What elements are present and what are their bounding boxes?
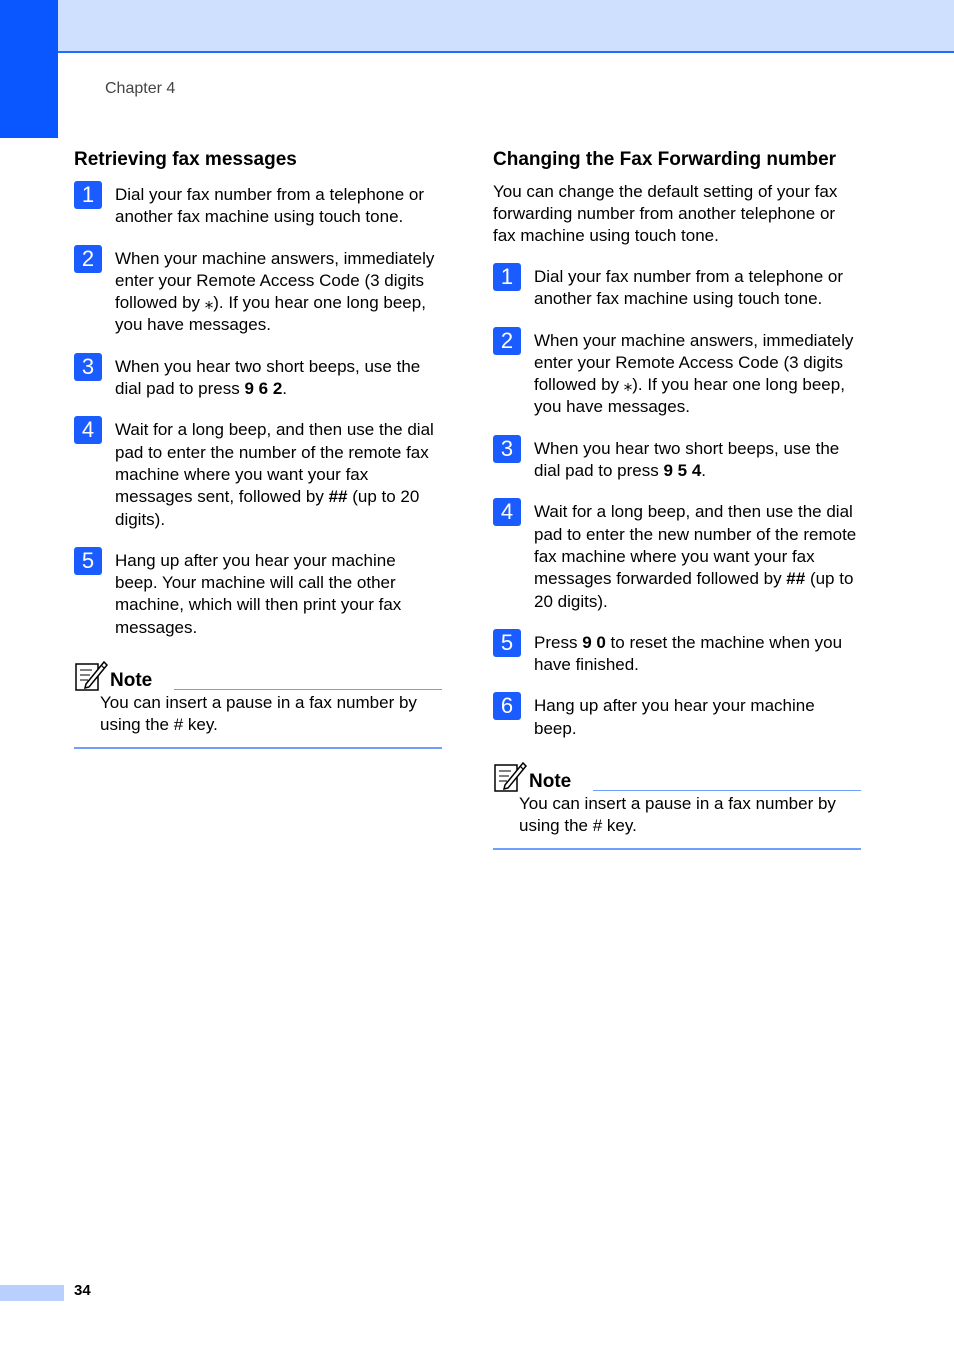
- step-6: [493, 695, 861, 740]
- step-2: [74, 245, 442, 337]
- step-text-after: to reset the machine when you have finished.: [534, 632, 843, 675]
- step-number: 1: [493, 263, 521, 291]
- page-number: 34: [74, 1282, 91, 1299]
- step-text: When your machine answers, immediately enter your Remote Access Code (3 digits followed by ⁎). If you hear one long beep, you have messages.: [534, 330, 854, 417]
- step-number: 6: [493, 692, 521, 720]
- note-rule: [593, 790, 861, 791]
- note-title: Note: [529, 771, 572, 793]
- step-key-sequence: 9 5 4: [663, 461, 702, 481]
- note-header: [493, 759, 861, 793]
- step-text: When you hear two short beeps, use the dial pad to press: [115, 356, 421, 399]
- step-1: [493, 266, 861, 311]
- step-key-sequence: 9 0: [582, 632, 606, 652]
- header-band: [0, 0, 954, 53]
- step-4: [493, 501, 861, 612]
- step-1: [74, 184, 442, 229]
- step-text: When your machine answers, immediately enter your Remote Access Code (3 digits followed by ⁎). If you hear one long beep, you have messages.: [115, 248, 435, 335]
- step-text-after: (up to 20 digits).: [534, 569, 854, 611]
- step-number: 5: [493, 629, 521, 657]
- chapter-label: Chapter 4: [105, 80, 176, 97]
- step-number: 5: [74, 547, 102, 575]
- step-text: Wait for a long beep, and then use the dial pad to enter the new number of the remote fax machine where you want your fax messages forwarded followed by: [534, 502, 857, 589]
- section-intro: You can change the default setting of your fax forwarding number from another telephone or fax machine using touch tone.: [493, 182, 838, 245]
- right-column: [493, 148, 861, 850]
- note-text: You can insert a pause in a fax number by using the # key.: [100, 693, 417, 735]
- note-pencil-icon: [493, 759, 527, 793]
- chapter-tab: [0, 0, 58, 138]
- step-key-sequence: 9 6 2: [244, 379, 283, 399]
- note-header: [74, 658, 442, 692]
- section-heading: Retrieving fax messages: [74, 149, 297, 170]
- step-key-sequence: ##: [786, 569, 806, 589]
- step-number: 1: [74, 181, 102, 209]
- step-text-after: (up to 20 digits).: [115, 487, 420, 529]
- step-number: 2: [493, 327, 521, 355]
- page-number-tab: [0, 1285, 64, 1301]
- note-box: [493, 759, 861, 850]
- step-3: [493, 435, 861, 483]
- note-text: You can insert a pause in a fax number by using the # key.: [519, 794, 836, 836]
- step-number: 3: [74, 353, 102, 381]
- step-text-after: .: [701, 461, 707, 481]
- left-column: [74, 148, 442, 749]
- step-5: [493, 629, 861, 677]
- step-text: Wait for a long beep, and then use the dial pad to enter the number of the remote fax machine where you want your fax messages sent, followed by: [115, 420, 434, 507]
- step-number: 3: [493, 435, 521, 463]
- note-title: Note: [110, 670, 153, 692]
- note-box: [74, 658, 442, 749]
- note-pencil-icon: [74, 658, 108, 692]
- step-2: [493, 327, 861, 419]
- step-number: 2: [74, 245, 102, 273]
- step-5: [74, 547, 442, 639]
- step-3: [74, 353, 442, 401]
- step-text: Press: [534, 632, 583, 652]
- step-text-after: .: [282, 379, 288, 399]
- note-rule: [174, 689, 442, 690]
- step-number: 4: [493, 498, 521, 526]
- step-text: Dial your fax number from a telephone or another fax machine using touch tone.: [115, 185, 424, 227]
- step-text: Hang up after you hear your machine beep. Your machine will call the other machine, which will then print your fax messages.: [115, 550, 402, 637]
- section-heading: Changing the Fax Forwarding number: [493, 149, 837, 170]
- step-4: [74, 419, 442, 530]
- step-text: Dial your fax number from a telephone or another fax machine using touch tone.: [534, 267, 843, 309]
- step-text: Hang up after you hear your machine beep.: [534, 696, 815, 738]
- step-text: When you hear two short beeps, use the dial pad to press: [534, 438, 840, 481]
- step-number: 4: [74, 416, 102, 444]
- step-key-sequence: ##: [328, 487, 348, 507]
